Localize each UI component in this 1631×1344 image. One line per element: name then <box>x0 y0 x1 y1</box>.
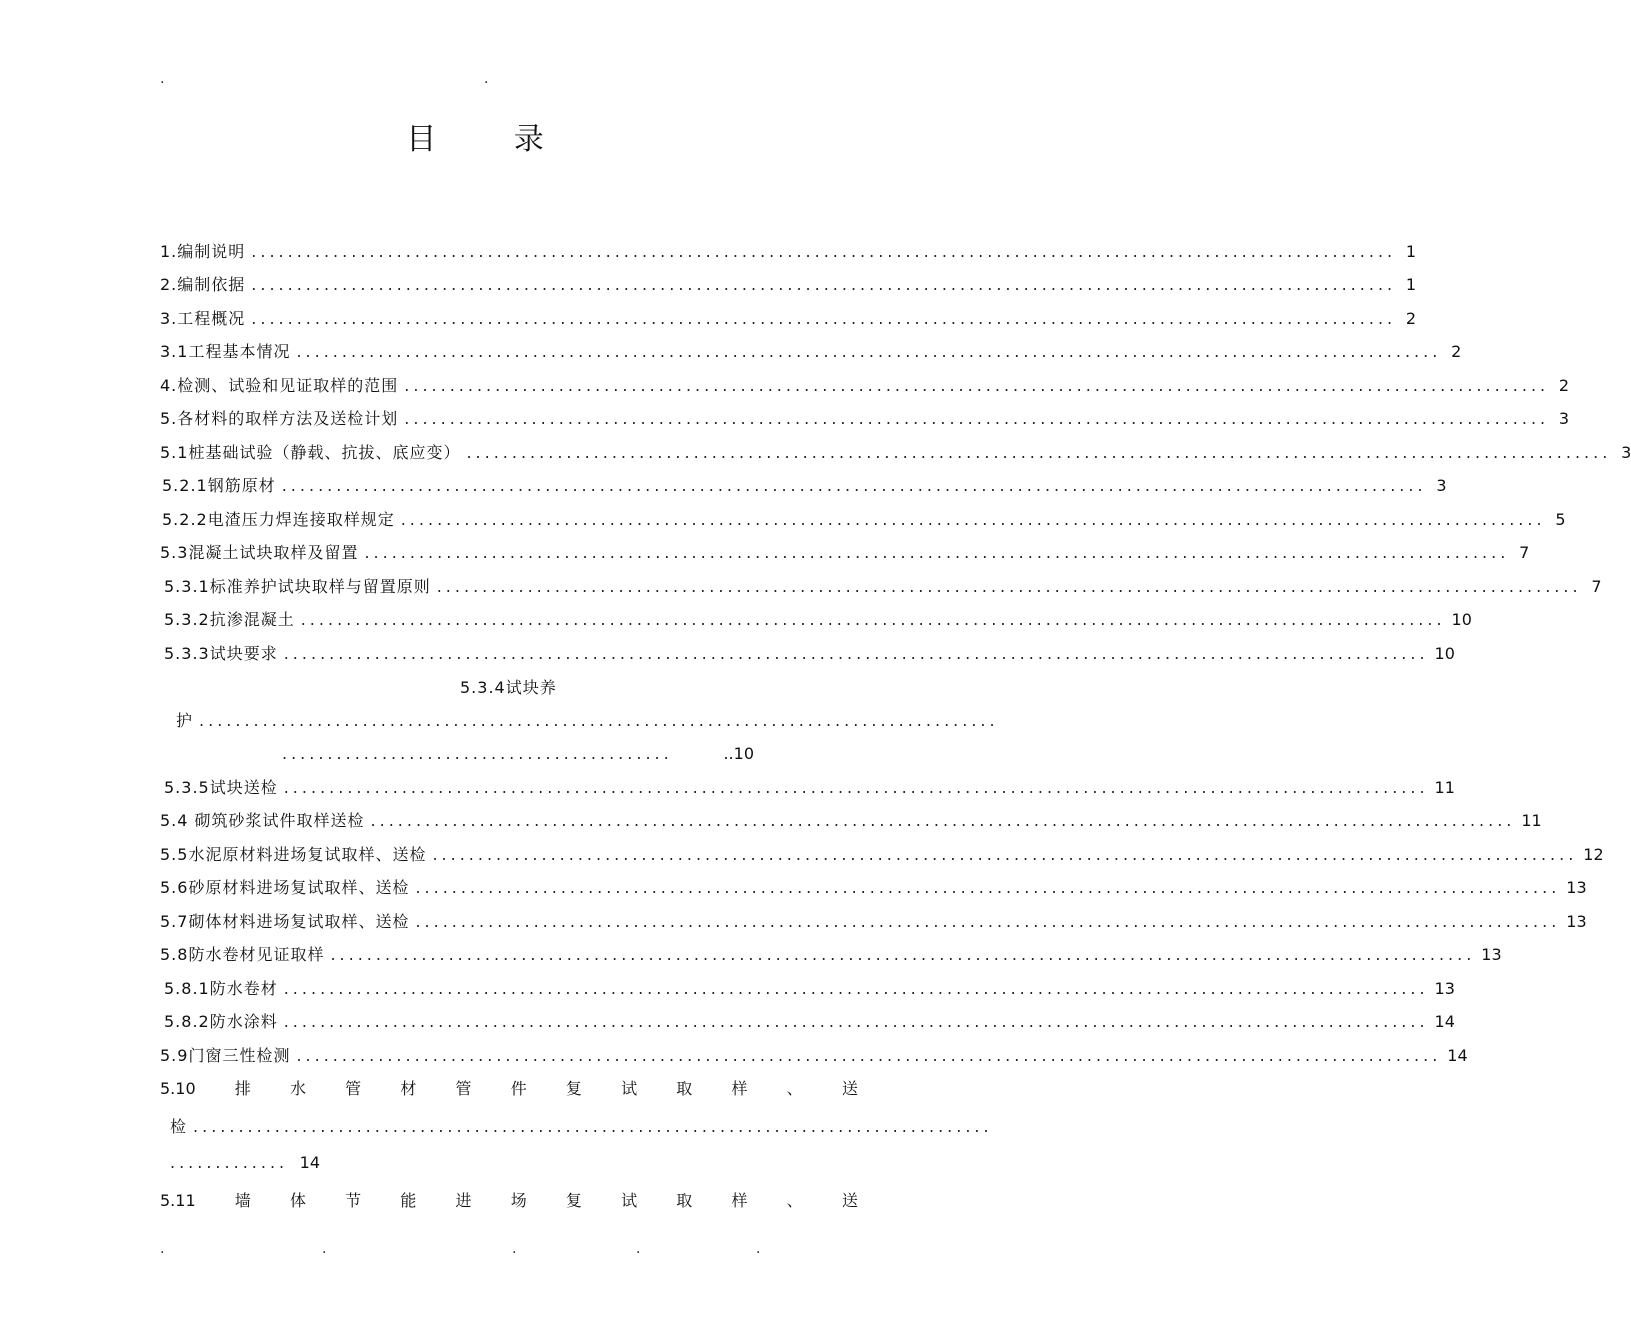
page-title: 目 录 <box>406 122 578 157</box>
toc-entry-word: 场 <box>510 1191 527 1210</box>
toc-entry[interactable] <box>160 910 1587 934</box>
toc-entry-word: 节 <box>345 1191 362 1210</box>
toc-entry-word: 体 <box>289 1191 306 1210</box>
toc-entry-page: 13 <box>1566 912 1587 931</box>
toc-entry-word: 材 <box>400 1079 417 1098</box>
toc-entry[interactable] <box>160 1044 1468 1068</box>
toc-entry-page: 14 <box>299 1153 320 1172</box>
toc-entry[interactable] <box>164 575 1602 599</box>
toc-entry[interactable] <box>160 541 1530 565</box>
toc-entry-page: 13 <box>1481 945 1502 964</box>
toc-leader-dots: .............................................................................................................................. <box>296 342 1442 361</box>
toc-entry-word: 管 <box>455 1079 472 1098</box>
toc-entry[interactable] <box>164 642 1455 666</box>
toc-entry[interactable] <box>162 474 1447 498</box>
toc-entry-word: 墙 <box>234 1191 251 1210</box>
toc-leader-dots: .............................................................................................................................. <box>436 577 1582 596</box>
toc-entry-page: 12 <box>1583 845 1604 864</box>
toc-entry[interactable] <box>164 776 1455 800</box>
toc-leader-dots: .............................................................................................................................. <box>283 644 1429 663</box>
toc-entry-label: 2.编制依据 <box>160 275 246 294</box>
footer-mark: . <box>322 1241 327 1257</box>
toc-entry-word: 水 <box>289 1079 306 1098</box>
toc-entry-page: 2 <box>1405 309 1417 328</box>
toc-entry-word: 送 <box>841 1191 858 1210</box>
toc-entry[interactable] <box>164 1010 1455 1034</box>
toc-entry-label: 5.3混凝土试块取样及留置 <box>160 543 359 562</box>
toc-entry-label: 5.5水泥原材料进场复试取样、送检 <box>160 845 427 864</box>
toc-entry-page: 13 <box>1434 979 1455 998</box>
toc-leader-dots: .............................................................................................................................. <box>283 778 1429 797</box>
toc-entry-page: 1 <box>1405 242 1417 261</box>
toc-entry-page: 1 <box>1405 275 1417 294</box>
toc-entry[interactable] <box>160 809 1542 833</box>
toc-leader-dots: .............................................................................................................................. <box>330 945 1476 964</box>
toc-entry-label: 1.编制说明 <box>160 242 246 261</box>
toc-entry-page: 14 <box>1434 1012 1455 1031</box>
toc-leader-dots: ........................................... <box>282 744 673 763</box>
toc-entry-label: 5.2.2电渣压力焊连接取样规定 <box>162 510 395 529</box>
toc-entry-word: 试 <box>621 1079 638 1098</box>
toc-entry-label: 5.4 砌筑砂浆试件取样送检 <box>160 811 365 830</box>
toc-entry-510-line1[interactable] <box>160 1077 858 1101</box>
toc-entry[interactable] <box>160 273 1417 297</box>
toc-entry-label: 5.3.1标准养护试块取样与留置原则 <box>164 577 431 596</box>
toc-entry[interactable] <box>162 508 1566 532</box>
toc-leader-dots: .............................................................................................................................. <box>300 610 1446 629</box>
toc-entry-word: 进 <box>455 1191 472 1210</box>
footer-mark: . <box>756 1241 761 1257</box>
toc-entry-510-line2[interactable] <box>170 1115 993 1139</box>
toc-entry-word: 复 <box>565 1079 582 1098</box>
footer-mark: . <box>512 1241 517 1257</box>
toc-leader-dots: .............................................................................................................................. <box>370 811 1516 830</box>
toc-leader-dots: ........................................................................................ <box>199 711 999 730</box>
toc-entry-page: 11 <box>1434 778 1455 797</box>
toc-entry-label: 5.8.1防水卷材 <box>164 979 278 998</box>
toc-entry-label: 5.8防水卷材见证取样 <box>160 945 325 964</box>
toc-leader-dots: .............................................................................................................................. <box>404 376 1550 395</box>
toc-entry-word: 样 <box>731 1191 748 1210</box>
toc-entry-label: 5.6砂原材料进场复试取样、送检 <box>160 878 410 897</box>
toc-entry-534-line3[interactable] <box>282 742 754 766</box>
toc-entry-number: 5.11 <box>160 1191 196 1210</box>
toc-entry-label: 5.3.5试块送检 <box>164 778 278 797</box>
header-mark: . <box>160 71 165 87</box>
toc-entry-page: 14 <box>1447 1046 1468 1065</box>
toc-leader-dots: .............................................................................................................................. <box>415 912 1561 931</box>
toc-leader-dots: .............................................................................................................................. <box>251 275 1397 294</box>
toc-leader-dots: .............................................................................................................................. <box>283 1012 1429 1031</box>
toc-leader-dots: .............................................................................................................................. <box>251 242 1397 261</box>
toc-entry-page: ..10 <box>723 744 754 763</box>
toc-leader-dots: .............................................................................................................................. <box>404 409 1550 428</box>
toc-entry[interactable] <box>160 307 1417 331</box>
toc-entry-page: 3 <box>1436 476 1447 495</box>
toc-leader-dots: .............................................................................................................................. <box>432 845 1578 864</box>
toc-entry-534-line2[interactable] <box>176 709 999 733</box>
toc-entry-word: 排 <box>234 1079 251 1098</box>
toc-entry-page: 5 <box>1555 510 1566 529</box>
toc-leader-dots: .............................................................................................................................. <box>400 510 1546 529</box>
toc-entry[interactable] <box>160 876 1587 900</box>
toc-entry-word: 取 <box>676 1079 693 1098</box>
toc-entry-label: 5.1桩基础试验（静载、抗拔、底应变） <box>160 443 461 462</box>
toc-entry-label: 3.1工程基本情况 <box>160 342 291 361</box>
toc-entry-label: 4.检测、试验和见证取样的范围 <box>160 376 399 395</box>
toc-entry-page: 11 <box>1521 811 1542 830</box>
toc-entry-label: 3.工程概况 <box>160 309 246 328</box>
toc-entry-page: 10 <box>1451 610 1472 629</box>
toc-entry-word: 样 <box>731 1079 748 1098</box>
toc-entry-510-line3[interactable] <box>170 1151 320 1175</box>
toc-entry-page: 2 <box>1451 342 1462 361</box>
toc-entry-word: 、 <box>786 1079 803 1098</box>
toc-entry-number: 5.10 <box>160 1079 196 1098</box>
toc-leader-dots: .............................................................................................................................. <box>251 309 1397 328</box>
toc-entry[interactable] <box>164 608 1472 632</box>
toc-leader-dots: .............................................................................................................................. <box>415 878 1561 897</box>
toc-entry-word: 送 <box>841 1079 858 1098</box>
toc-leader-dots: .............................................................................................................................. <box>466 443 1612 462</box>
footer-mark: . <box>636 1241 641 1257</box>
toc-entry-word: 复 <box>565 1191 582 1210</box>
toc-entry[interactable] <box>160 943 1502 967</box>
toc-leader-dots: ............. <box>170 1153 289 1172</box>
toc-entry-label: 5.9门窗三性检测 <box>160 1046 291 1065</box>
toc-leader-dots: ........................................................................................ <box>193 1117 993 1136</box>
toc-entry[interactable] <box>160 407 1570 431</box>
toc-entry-page: 2 <box>1558 376 1570 395</box>
toc-entry-511-line1[interactable] <box>160 1189 858 1213</box>
toc-entry-label: 5.8.2防水涂料 <box>164 1012 278 1031</box>
toc-entry-label: 5.3.3试块要求 <box>164 644 278 663</box>
footer-mark: . <box>160 1241 165 1257</box>
toc-entry-page: 7 <box>1591 577 1602 596</box>
toc-entry[interactable] <box>160 240 1417 264</box>
toc-entry-label: 5.各材料的取样方法及送检计划 <box>160 409 399 428</box>
toc-entry-word: 件 <box>510 1079 527 1098</box>
toc-entry[interactable] <box>160 340 1462 364</box>
toc-entry-word: 能 <box>400 1191 417 1210</box>
toc-entry[interactable] <box>160 441 1631 465</box>
toc-entry-page: 7 <box>1519 543 1530 562</box>
toc-entry-word: 试 <box>621 1191 638 1210</box>
toc-entry-page: 3 <box>1621 443 1631 462</box>
toc-entry[interactable] <box>160 843 1604 867</box>
toc-entry-label: 5.7砌体材料进场复试取样、送检 <box>160 912 410 931</box>
toc-entry[interactable] <box>164 977 1455 1001</box>
toc-entry-word: 取 <box>676 1191 693 1210</box>
toc-entry-page: 10 <box>1434 644 1455 663</box>
toc-entry-label: 5.2.1钢筋原材 <box>162 476 276 495</box>
toc-entry-534-line1[interactable]: 5.3.4试块养 <box>460 678 557 697</box>
toc-leader-dots: .............................................................................................................................. <box>296 1046 1442 1065</box>
toc-entry-page: 13 <box>1566 878 1587 897</box>
toc-leader-dots: .............................................................................................................................. <box>283 979 1429 998</box>
toc-entry-word: 管 <box>345 1079 362 1098</box>
toc-entry-label: 5.3.2抗渗混凝土 <box>164 610 295 629</box>
header-mark: . <box>484 71 489 87</box>
toc-leader-dots: .............................................................................................................................. <box>364 543 1510 562</box>
toc-entry[interactable] <box>160 374 1570 398</box>
toc-leader-dots: .............................................................................................................................. <box>281 476 1427 495</box>
toc-entry-label: 检 <box>170 1117 188 1136</box>
toc-entry-page: 3 <box>1558 409 1570 428</box>
toc-entry-word: 、 <box>786 1191 803 1210</box>
toc-entry-label: 护 <box>176 711 194 730</box>
